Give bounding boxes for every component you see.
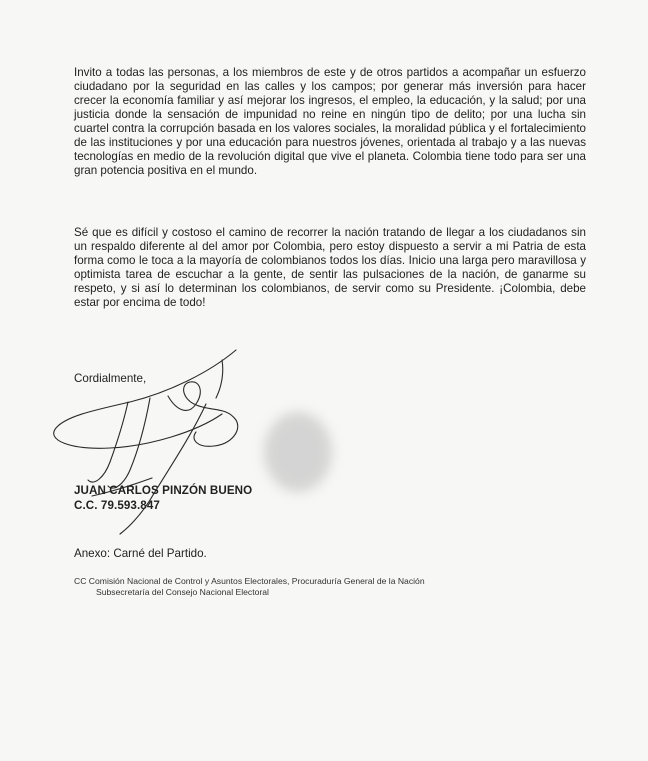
signer-name: JUAN CARLOS PINZÓN BUENO [74, 484, 253, 497]
annex-note: Anexo: Carné del Partido. [74, 547, 207, 560]
cc-recipients-line-2: Subsecretaría del Consejo Nacional Electoral [96, 587, 269, 597]
body-paragraph-2: Sé que es difícil y costoso el camino de recorrer la nación tratando de llegar a los ciudadanos sin un respaldo diferente al del amor por Colombia, pero estoy dispuesto a servir a mi Patria de esta forma como le toca a la mayoría de colombianos todos los días. Inicio una larga pero maravillosa y optimista tarea de escuchar a la gente, de sentir las pulsaciones de la nación, de ganarme su respeto, y si así lo determinan los colombianos, de servir como su Presidente. ¡Colombia, debe estar por encima de todo! [74, 226, 586, 309]
fingerprint-smudge [264, 412, 332, 492]
cc-recipients-line-1: CC Comisión Nacional de Control y Asuntos Electorales, Procuraduría General de la Nación [74, 576, 425, 586]
closing-salutation: Cordialmente, [74, 372, 147, 385]
signer-id-number: C.C. 79.593.847 [74, 499, 160, 512]
body-paragraph-1: Invito a todas las personas, a los miembros de este y de otros partidos a acompañar un esfuerzo ciudadano por la seguridad en las calles y los campos; por generar más inversión para hacer crecer la economía familiar y así mejorar los ingresos, el empleo, la educación, y la salud; por una justicia donde la sensación de impunidad no reine en ningún tipo de delito; por una lucha sin cuartel contra la corrupción basada en los valores sociales, la moralidad pública y el fortalecimiento de las instituciones y por una educación para nuestros jóvenes, orientada al trabajo y a las nuevas tecnologías en medio de la revolución digital que vive el planeta. Colombia tiene todo para ser una gran potencia positiva en el mundo. [74, 66, 586, 177]
